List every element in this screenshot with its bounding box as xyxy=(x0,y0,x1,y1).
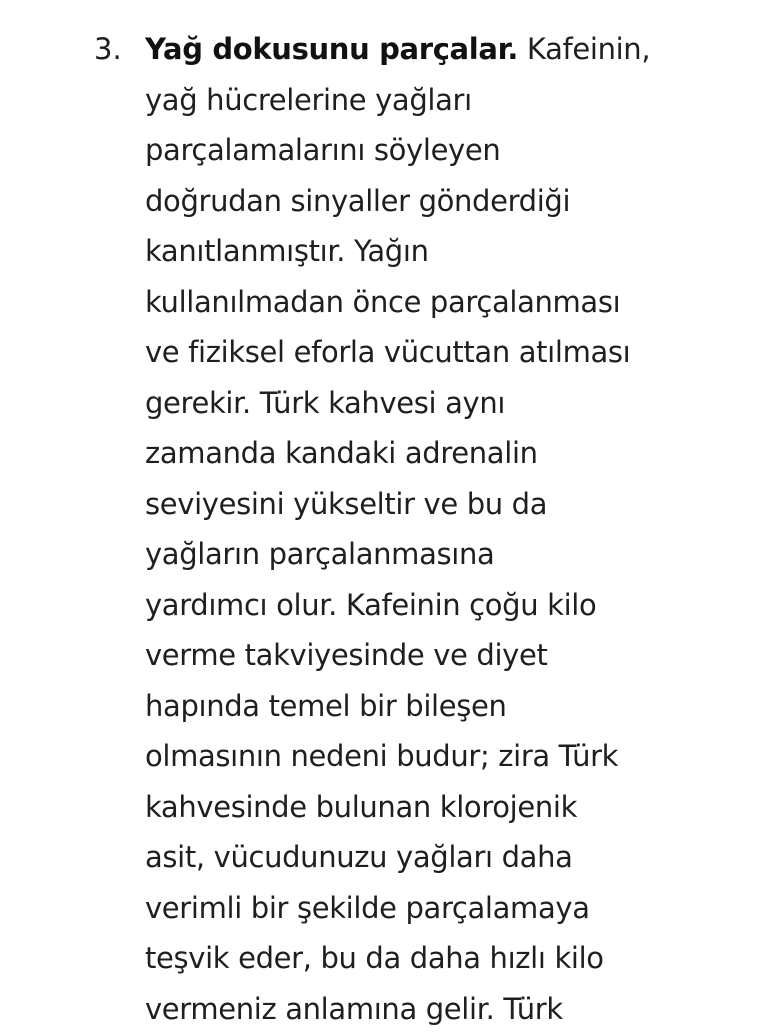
text-line: zamanda kandaki adrenalin xyxy=(145,428,745,479)
text-line: yardımcı olur. Kafeinin çoğu kilo xyxy=(145,580,745,631)
text-line: asit, vücudunuzu yağları daha xyxy=(145,832,745,883)
text-line: yağ hücrelerine yağları xyxy=(145,75,745,126)
text-line: parçalamalarını söyleyen xyxy=(145,125,745,176)
text-line: yağların parçalanmasına xyxy=(145,529,745,580)
text-line: olmasının nedeni budur; zira Türk xyxy=(145,731,745,782)
text-line: seviyesini yükseltir ve bu da xyxy=(145,479,745,530)
text-line: doğrudan sinyaller gönderdiği xyxy=(145,176,745,227)
text-line: kullanılmadan önce parçalanması xyxy=(145,277,745,328)
text-line: ve fiziksel eforla vücuttan atılması xyxy=(145,327,745,378)
text-line: verimli bir şekilde parçalamaya xyxy=(145,883,745,934)
text-line: kanıtlanmıştır. Yağın xyxy=(145,226,745,277)
list-item-heading: Yağ dokusunu parçalar. xyxy=(145,32,518,66)
text-run: Kafeinin, xyxy=(518,32,650,66)
text-line: verme takviyesinde ve diyet xyxy=(145,630,745,681)
text-line xyxy=(145,24,745,75)
text-line: vermeniz anlamına gelir. Türk xyxy=(145,984,745,1034)
text-line: teşvik eder, bu da daha hızlı kilo xyxy=(145,933,745,984)
list-item-number: 3. xyxy=(94,24,122,75)
text-line: gerekir. Türk kahvesi aynı xyxy=(145,378,745,429)
list-item-text xyxy=(145,24,745,1034)
text-line: kahvesinde bulunan klorojenik xyxy=(145,782,745,833)
text-line: hapında temel bir bileşen xyxy=(145,681,745,732)
